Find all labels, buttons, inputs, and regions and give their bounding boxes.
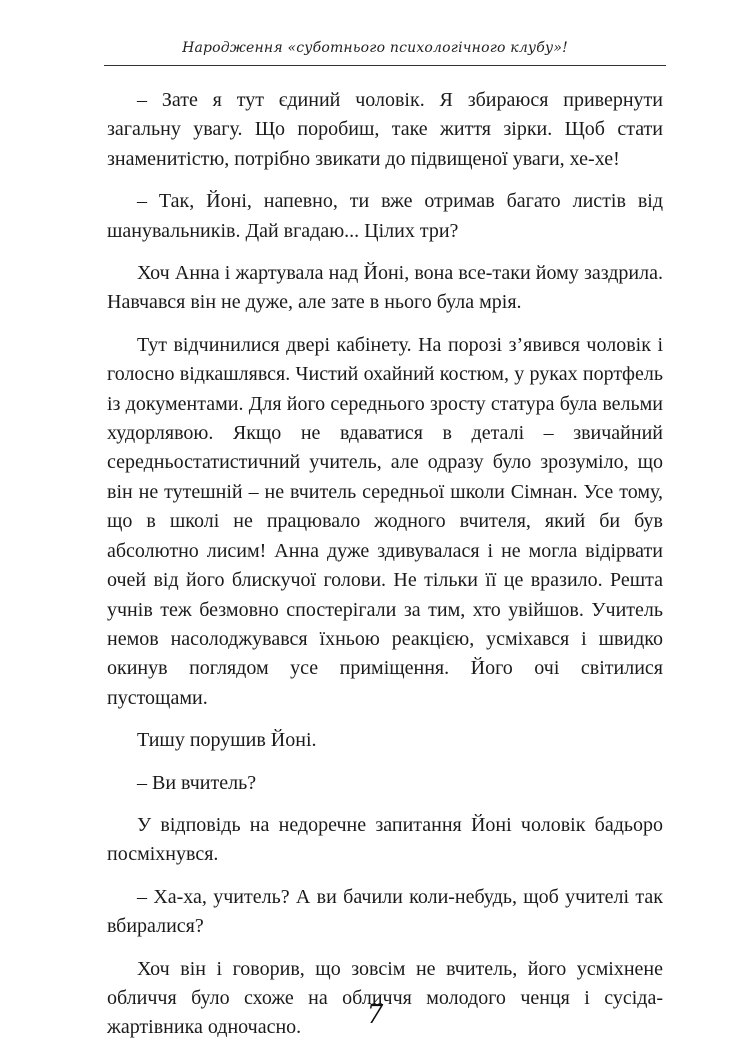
- paragraph: – Ха-ха, учитель? А ви бачили коли-небудь, щоб учителі так вбиралися?: [107, 885, 663, 938]
- running-head: Народження «суботнього психологічного клубу»!: [182, 40, 568, 56]
- paragraph: Хоч він і говорив, що зовсім не вчитель, його усміхнене обличчя було схоже на обличчя молодого ченця і сусіда-жартівника одночасно.: [107, 957, 663, 1039]
- paragraph: – Зате я тут єдиний чоловік. Я збираюся привернути загальну увагу. Що поробиш, таке життя зірки. Щоб стати знаменитістю, потрібно звикати до підвищеної уваги, хе-хе!: [107, 89, 663, 170]
- paragraph: Хоч Анна і жартувала над Йоні, вона все-таки йому заздрила. Навчався він не дуже, але зате в нього була мрія.: [107, 262, 663, 314]
- body-text: [107, 86, 663, 1043]
- paragraph: У відповідь на недоречне запитання Йоні чоловік бадьоро посміхнувся.: [107, 813, 663, 866]
- paragraph: – Так, Йоні, напевно, ти вже отримав багато листів від шанувальників. Дай вгадаю... Цілих три?: [107, 190, 663, 242]
- paragraph: Тишу порушив Йоні.: [137, 729, 317, 752]
- paragraph: Тут відчинилися двері кабінету. На порозі з’явився чоловік і голосно відкашлявся. Чистий охайний костюм, у руках портфель із документами. Для його середнього зросту статура була вельми худорлявою. Якщо не вдаватися в деталі – звичайний середньостатистичний учитель, але одразу було зрозуміло, що він не тутешній – не вчитель середньої школи Сімнан. Усе тому, що в школі не працювало жодного вчителя, який би був абсолютно лисим! Анна дуже здивувалася і не могла відірвати очей від його блискучої голови. Не тільки її це вразило. Решта учнів теж безмовно спостерігали за тим, хто увійшов. Учитель немов насолоджувався їхньою реакцією, усміхався і швидко окинув поглядом усе приміщення. Його очі світилися пустощами.: [107, 333, 663, 709]
- header-rule: [104, 65, 666, 66]
- paragraph: – Ви вчитель?: [137, 771, 257, 794]
- page-number: 7: [366, 1000, 384, 1030]
